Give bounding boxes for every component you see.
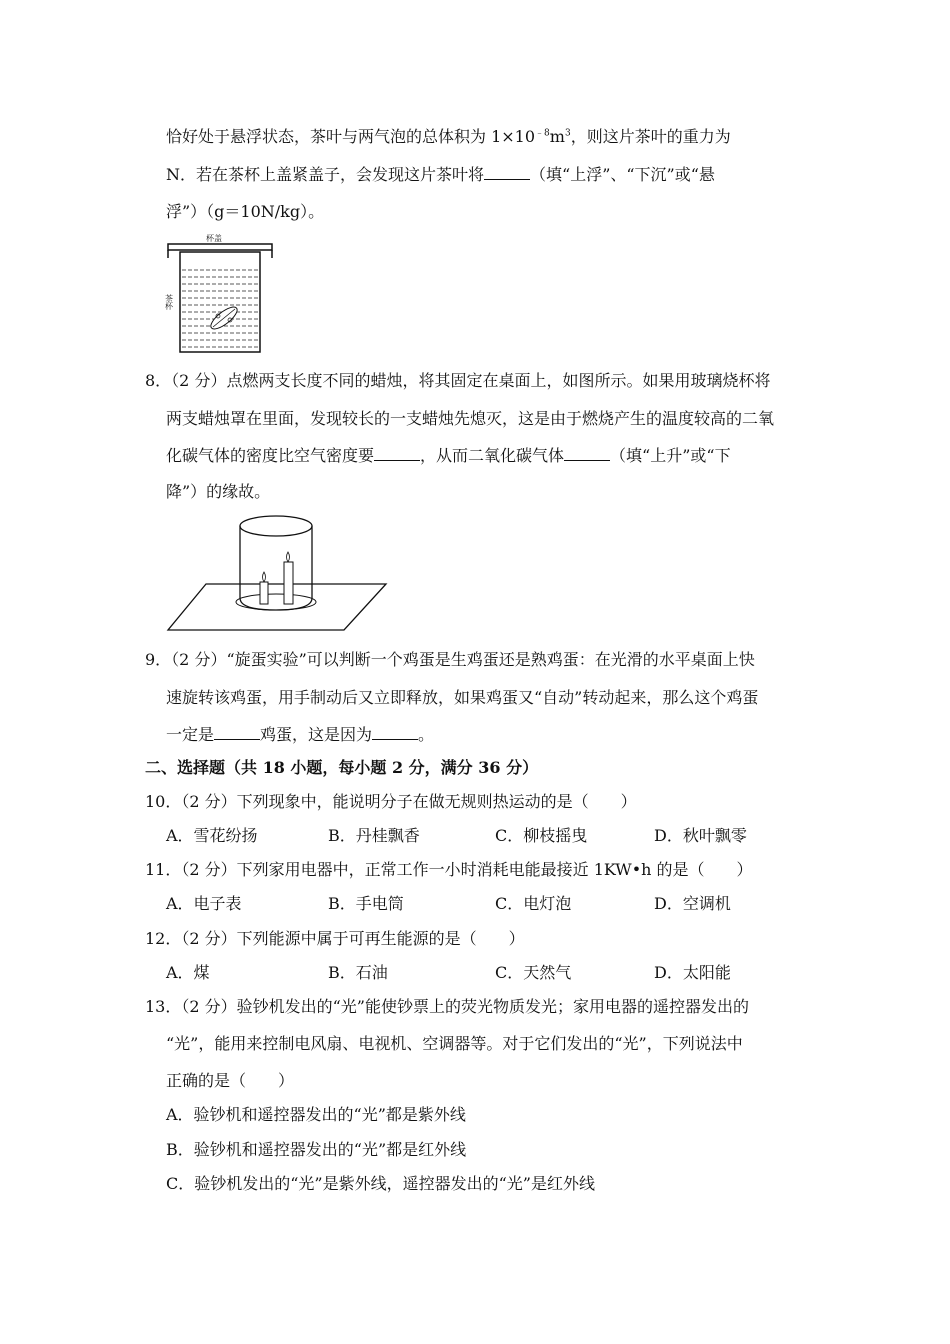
q7-line-2 [166,163,715,186]
q7-unit: m [549,127,565,146]
q9-line-3c: 。 [418,725,435,744]
q8-line-1: 8．（2 分）点燃两支长度不同的蜡烛，将其固定在桌面上，如图所示。如果用玻璃烧杯将 [145,371,771,390]
q11-option-d[interactable]: D．空调机 [654,894,731,913]
answer-blank[interactable] [564,444,610,461]
q10-option-c[interactable]: C．柳枝摇曳 [495,826,588,845]
table-surface [168,584,386,630]
answer-blank[interactable] [214,723,260,740]
q10-option-d[interactable]: D．秋叶飘零 [654,826,747,845]
q13-option-a[interactable]: A．验钞机和遥控器发出的“光”都是紫外线 [166,1105,466,1124]
answer-blank[interactable] [372,723,418,740]
q12-option-d[interactable]: D．太阳能 [654,963,731,982]
q12-option-a[interactable]: A．煤 [166,963,210,982]
q7-exponent: ﹣8 [535,128,550,139]
cup-lid [168,244,272,250]
q9-line-3b: 鸡蛋，这是因为 [260,725,373,744]
q11-stem: 11．（2 分）下列家用电器中，正常工作一小时消耗电能最接近 1KW•h 的是（ ） [145,860,753,879]
answer-blank[interactable] [484,163,530,180]
water-lines [182,270,258,347]
short-candle [260,582,268,604]
lid-label: 杯盖 [206,234,222,243]
q12-stem: 12．（2 分）下列能源中属于可再生能源的是（ ） [145,929,525,948]
q7-line-2b: （填“上浮”、“下沉”或“悬 [530,165,715,184]
q7-line-3: 浮”）（g＝10N/kg）。 [166,202,325,221]
q7-unit-exponent: 3 [564,128,571,139]
q10-option-b[interactable]: B．丹桂飘香 [328,826,420,845]
q7-line-2a: N．若在茶杯上盖紧盖子，会发现这片茶叶将 [166,165,485,184]
q8-line-3 [166,444,731,467]
q13-line-1: 13．（2 分）验钞机发出的“光”能使钞票上的荧光物质发光；家用电器的遥控器发出的 [145,997,749,1016]
q13-option-b[interactable]: B．验钞机和遥控器发出的“光”都是红外线 [166,1140,467,1159]
q7-line-1 [166,126,731,148]
candle-beaker-figure [166,510,386,634]
beaker-top [240,516,312,536]
q11-option-c[interactable]: C．电灯泡 [495,894,572,913]
answer-blank[interactable] [374,444,420,461]
q10-stem: 10．（2 分）下列现象中，能说明分子在做无规则热运动的是（ ） [145,792,637,811]
q9-line-3 [166,723,434,746]
beaker-base [236,594,316,610]
q12-option-b[interactable]: B．石油 [328,963,388,982]
q9-line-1: 9．（2 分）“旋蛋实验”可以判断一个鸡蛋是生鸡蛋还是熟鸡蛋：在光滑的水平桌面上快 [145,650,755,669]
q9-line-3a: 一定是 [166,725,215,744]
cup-body [180,252,260,352]
cup-label: 茶杯 [164,294,174,310]
q12-option-c[interactable]: C．天然气 [495,963,572,982]
q9-line-2: 速旋转该鸡蛋，用手制动后又立即释放，如果鸡蛋又“自动”转动起来，那么这个鸡蛋 [166,688,759,707]
q7-line-1-end: ，则这片茶叶的重力为 [570,127,731,146]
q10-option-a[interactable]: A．雪花纷扬 [166,826,258,845]
q8-line-3a: 化碳气体的密度比空气密度要 [166,446,375,465]
long-candle-flame [287,552,290,562]
long-candle [284,562,293,604]
q13-line-2: “光”，能用来控制电风扇、电视机、空调器等。对于它们发出的“光”，下列说法中 [166,1034,743,1053]
q8-line-4: 降”）的缘故。 [166,482,271,501]
q8-line-3b: ，从而二氧化碳气体 [420,446,565,465]
q8-line-3c: （填“上升”或“下 [610,446,731,465]
beaker-wall [240,526,312,610]
section-heading: 二、选择题（共 18 小题，每小题 2 分，满分 36 分） [145,758,539,777]
tea-cup-figure [166,232,276,356]
q13-line-3: 正确的是（ ） [166,1071,295,1090]
q11-option-a[interactable]: A．电子表 [166,894,242,913]
q8-line-2: 两支蜡烛罩在里面，发现较长的一支蜡烛先熄灭，这是由于燃烧产生的温度较高的二氧 [166,409,775,428]
q11-option-b[interactable]: B．手电筒 [328,894,404,913]
short-candle-flame [263,572,266,582]
q13-option-c[interactable]: C．验钞机发出的“光”是紫外线，遥控器发出的“光”是红外线 [166,1174,595,1193]
q7-line-1-text: 恰好处于悬浮状态，茶叶与两气泡的总体积为 1×10 [166,127,536,146]
